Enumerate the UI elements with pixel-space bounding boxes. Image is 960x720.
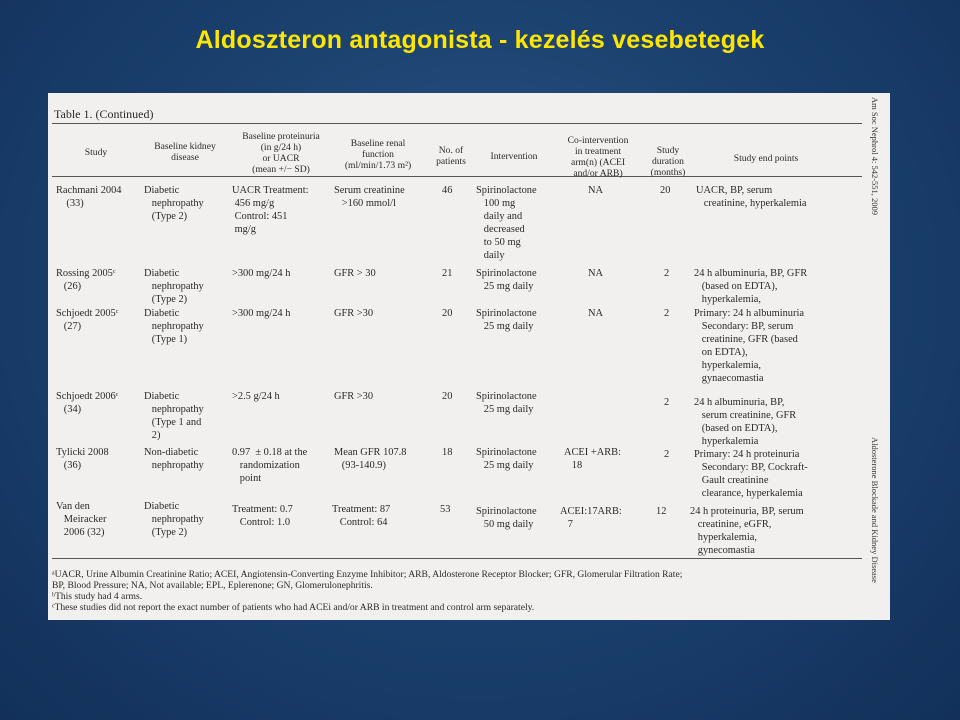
- table-row-cell-study: Rossing 2005ᶜ (26): [56, 268, 116, 292]
- table-row-cell-study: Van den Meiracker 2006 (32): [56, 501, 107, 538]
- header-disease: Baseline kidney disease: [154, 141, 216, 163]
- footnote: ᵃUACR, Urine Albumin Creatinine Ratio; ACEI, Angiotensin-Converting Enzyme Inhibitor; ARB, Aldosterone Receptor Blocker; GFR, Glomerular Filtration Rate;: [52, 569, 683, 580]
- table-row-cell-cointervention: NA: [588, 308, 604, 319]
- table-row-cell-duration: 2: [664, 397, 670, 408]
- table-row-cell-cointervention: NA: [588, 268, 604, 279]
- header-top-rule: [52, 123, 862, 124]
- table-row-cell-intervention: Spirinolactone 25 mg daily: [476, 308, 537, 332]
- table-bottom-rule: [52, 558, 862, 559]
- table-row-cell-patients: 20: [442, 308, 453, 319]
- table-row-cell-duration: 2: [664, 268, 670, 279]
- table-row-cell-renal: GFR >30: [334, 308, 374, 319]
- table-row-cell-renal: Mean GFR 107.8 (93-140.9): [334, 447, 407, 471]
- header-proteinuria: Baseline proteinuria (in g/24 h) or UACR (mean +/− SD): [242, 131, 320, 175]
- table-row-cell-study: Rachmani 2004 (33): [56, 185, 122, 209]
- table-row-cell-proteinuria: >300 mg/24 h: [232, 268, 291, 279]
- table-title: Table 1. (Continued): [54, 107, 154, 121]
- table-row-cell-study: Schjoedt 2005ᶜ (27): [56, 308, 119, 332]
- table-row-cell-endpoints: UACR, BP, serum creatinine, hyperkalemia: [696, 185, 807, 209]
- table-row-cell-proteinuria: 0.97 ± 0.18 at the randomization point: [232, 447, 308, 484]
- table-row-cell-duration: 12: [656, 506, 667, 517]
- header-cointervention: Co-intervention in treatment arm(n) (ACEI and/or ARB): [567, 135, 629, 179]
- table-row-cell-cointervention: NA: [588, 185, 604, 196]
- table-row-cell-cointervention: ACEI +ARB: 18: [564, 447, 621, 471]
- table-row-cell-cointervention: ACEI:17ARB: 7: [560, 506, 622, 530]
- table-row-cell-study: Schjoedt 2006ᶜ (34): [56, 391, 119, 415]
- table-row-cell-duration: 2: [664, 308, 670, 319]
- table-row-cell-proteinuria: UACR Treatment: 456 mg/g Control: 451 mg/g: [232, 185, 309, 235]
- table-row-cell-intervention: Spirinolactone 25 mg daily: [476, 268, 537, 292]
- table-row-cell-patients: 20: [442, 391, 453, 402]
- table-row-cell-patients: 18: [442, 447, 453, 458]
- header-study: Study: [84, 147, 108, 158]
- table-row-cell-patients: 53: [440, 504, 451, 515]
- header-duration: Study duration (months): [650, 145, 686, 178]
- table-row-cell-patients: 46: [442, 185, 453, 196]
- footnote: BP, Blood Pressure; NA, Not available; EPL, Eplerenone; GN, Glomerulonephritis.: [52, 580, 373, 591]
- table-row-cell-intervention: Spirinolactone 100 mg daily and decreased to 50 mg daily: [476, 185, 537, 261]
- table-row-cell-patients: 21: [442, 268, 453, 279]
- slide-title: Aldoszteron antagonista - kezelés vesebetegek: [195, 26, 765, 54]
- table-row-cell-renal: GFR >30: [334, 391, 374, 402]
- table-row-cell-disease: Diabetic nephropathy (Type 1): [144, 308, 204, 345]
- table-row-cell-duration: 20: [660, 185, 671, 196]
- table-row-cell-proteinuria: Treatment: 0.7 Control: 1.0: [232, 504, 293, 528]
- table-row-cell-endpoints: Primary: 24 h albuminuria Secondary: BP, serum creatinine, GFR (based on EDTA), hyperkalemia, gynaecomastia: [694, 308, 804, 384]
- header-bottom-rule: [52, 176, 862, 177]
- table-row-cell-proteinuria: >2.5 g/24 h: [232, 391, 280, 402]
- table-row-cell-renal: Treatment: 87 Control: 64: [332, 504, 391, 528]
- header-patients: No. of patients: [436, 145, 466, 167]
- table-row-cell-endpoints: 24 h albuminuria, BP, serum creatinine, GFR (based on EDTA), hyperkalemia: [694, 397, 797, 447]
- header-end-points: Study end points: [733, 153, 799, 164]
- header-intervention: Intervention: [490, 151, 538, 162]
- footnote: ᶜThese studies did not report the exact number of patients who had ACEi and/or ARB in treatment and control arm separately.: [52, 602, 535, 613]
- footnote: ᵇThis study had 4 arms.: [52, 591, 143, 602]
- table-row-cell-proteinuria: >300 mg/24 h: [232, 308, 291, 319]
- table-row-cell-duration: 2: [664, 449, 670, 460]
- table-row-cell-disease: Diabetic nephropathy (Type 2): [144, 185, 204, 222]
- article-title-side-text: Aldosterone Blockade and Kidney Disease: [870, 437, 880, 583]
- table-row-cell-endpoints: Primary: 24 h proteinuria Secondary: BP, Cockraft- Gault creatinine clearance, hyperkalemia: [694, 449, 808, 499]
- table-row-cell-endpoints: 24 h albuminuria, BP, GFR (based on EDTA), hyperkalemia,: [694, 268, 808, 305]
- table-row-cell-endpoints: 24 h proteinuria, BP, serum creatinine, eGFR, hyperkalemia, gynecomastia: [690, 506, 804, 556]
- table-row-cell-disease: Non-diabetic nephropathy: [144, 447, 204, 471]
- table-row-cell-intervention: Spirinolactone 25 mg daily: [476, 447, 537, 471]
- table-row-cell-study: Tylicki 2008 (36): [56, 447, 109, 471]
- scanned-table-image: [48, 93, 890, 620]
- table-row-cell-disease: Diabetic nephropathy (Type 2): [144, 268, 204, 305]
- table-row-cell-disease: Diabetic nephropathy (Type 1 and 2): [144, 391, 204, 441]
- header-renal-function: Baseline renal function (ml/min/1.73 m²): [344, 138, 412, 171]
- table-row-cell-renal: GFR > 30: [334, 268, 376, 279]
- journal-citation-side-text: Am Soc Nephrol 4: 542-551, 2009: [870, 97, 880, 216]
- table-row-cell-intervention: Spirinolactone 25 mg daily: [476, 391, 537, 415]
- table-row-cell-disease: Diabetic nephropathy (Type 2): [144, 501, 204, 538]
- table-row-cell-renal: Serum creatinine >160 mmol/l: [334, 185, 405, 209]
- table-row-cell-intervention: Spirinolactone 50 mg daily: [476, 506, 537, 530]
